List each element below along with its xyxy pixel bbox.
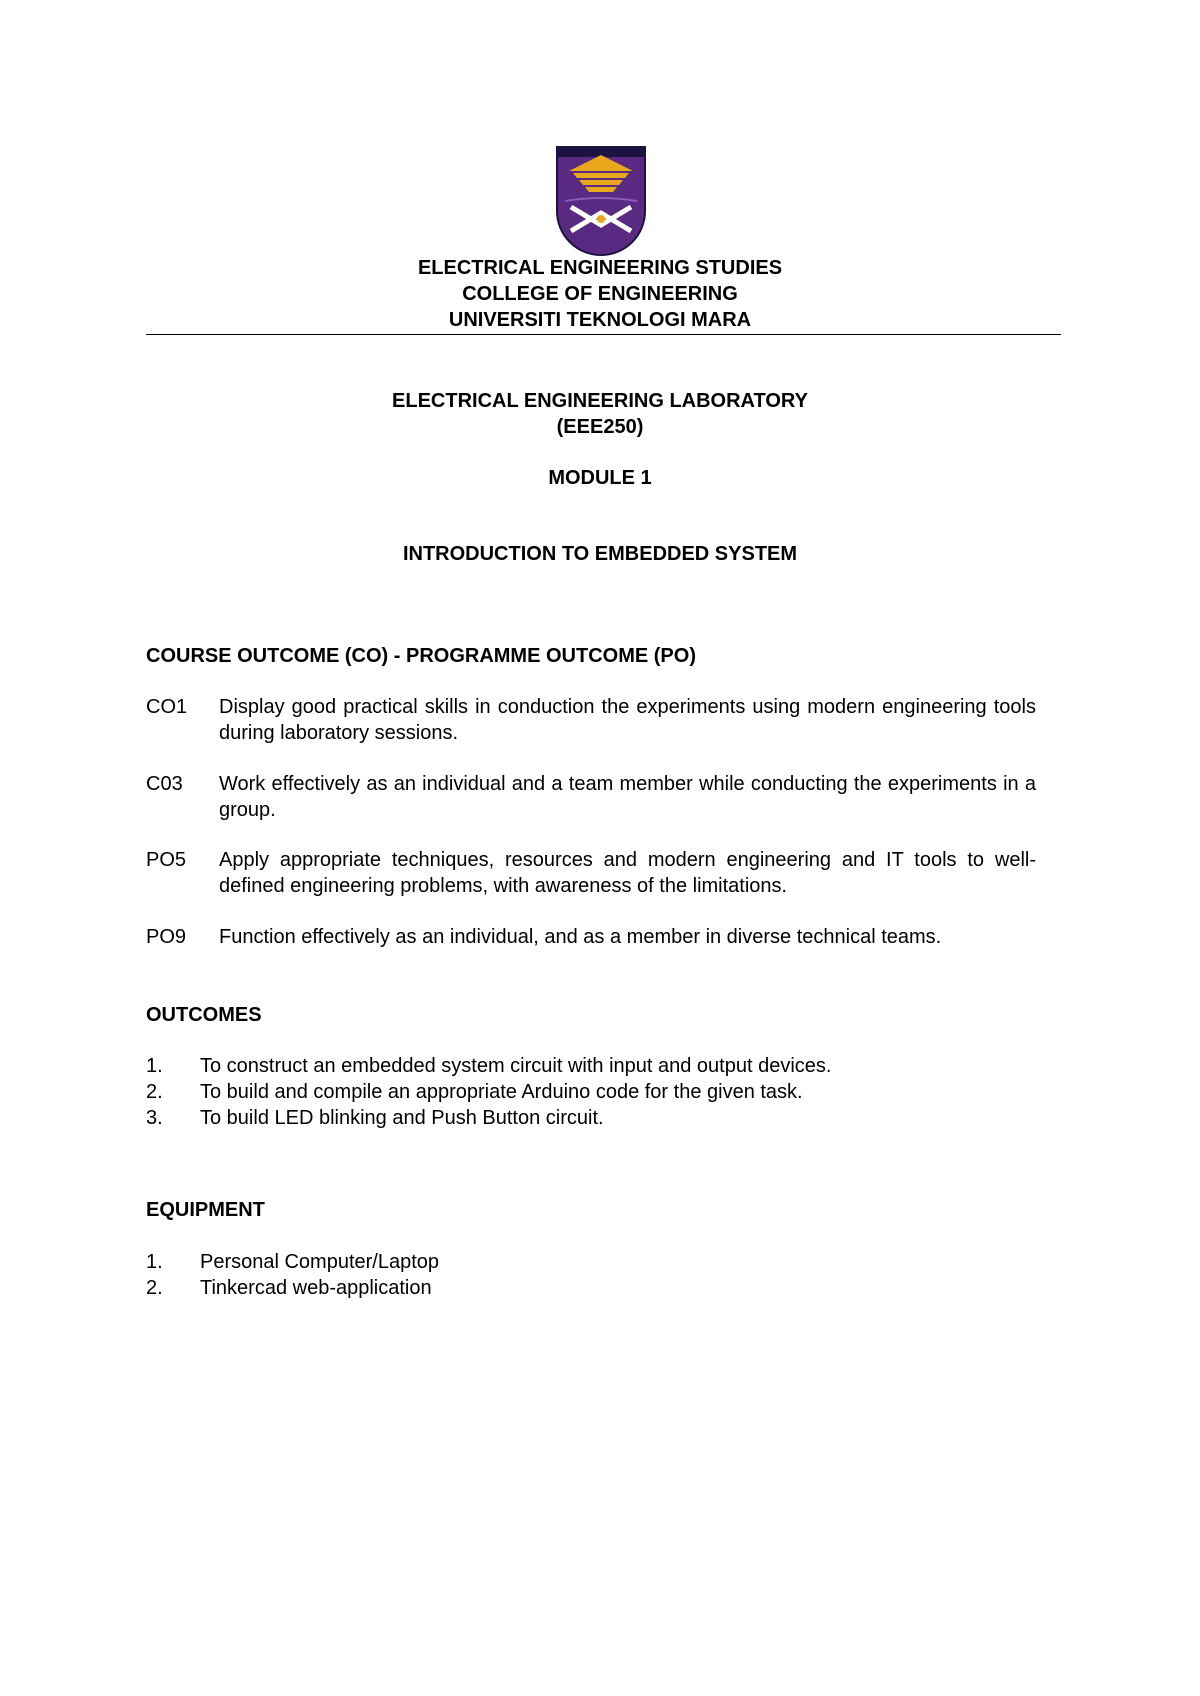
co-text: Display good practical skills in conduction the experiments using modern engineering tools during laboratory sessions. <box>219 696 1036 744</box>
course-code: (EEE250) <box>556 416 644 438</box>
list-number: 2. <box>146 1081 163 1103</box>
co-item <box>146 847 1036 899</box>
co-code: PO9 <box>146 926 187 948</box>
co-text: Apply appropriate techniques, resources and modern engineering and IT tools to well-defined engineering problems, with awareness of the limitations. <box>219 849 1036 897</box>
list-number: 3. <box>146 1107 163 1129</box>
lab-title-block <box>0 388 1200 440</box>
equipment-heading: EQUIPMENT <box>146 1199 265 1221</box>
co-item <box>146 924 1036 950</box>
list-text: Personal Computer/Laptop <box>200 1251 440 1273</box>
list-text: Tinkercad web-application <box>200 1277 432 1299</box>
co-item <box>146 771 1036 823</box>
list-text: To build LED blinking and Push Button circuit. <box>200 1107 604 1129</box>
list-number: 2. <box>146 1277 163 1299</box>
co-text: Work effectively as an individual and a team member while conducting the experiments in a group. <box>219 773 1036 821</box>
header-college: COLLEGE OF ENGINEERING <box>462 283 738 305</box>
co-item <box>146 694 1036 746</box>
header-department: ELECTRICAL ENGINEERING STUDIES <box>417 257 783 279</box>
list-item <box>146 1249 1046 1275</box>
header-divider <box>146 334 1061 335</box>
list-item <box>146 1079 1046 1105</box>
outcomes-list <box>146 1053 1046 1131</box>
list-text: To build and compile an appropriate Arduino code for the given task. <box>200 1081 803 1103</box>
co-code: CO1 <box>146 696 188 718</box>
list-number: 1. <box>146 1251 163 1273</box>
list-item <box>146 1275 1046 1301</box>
institution-header <box>0 255 1200 333</box>
co-code: PO5 <box>146 849 187 871</box>
equipment-list <box>146 1249 1046 1301</box>
outcomes-heading: OUTCOMES <box>146 1004 262 1026</box>
lab-title: ELECTRICAL ENGINEERING LABORATORY <box>392 390 808 412</box>
list-number: 1. <box>146 1055 163 1077</box>
co-code: C03 <box>146 773 183 795</box>
list-item <box>146 1105 1046 1131</box>
co-text: Function effectively as an individual, and as a member in diverse technical teams. <box>219 926 942 948</box>
module-topic: INTRODUCTION TO EMBEDDED SYSTEM <box>402 543 798 565</box>
list-text: To construct an embedded system circuit with input and output devices. <box>200 1055 832 1077</box>
header-university: UNIVERSITI TEKNOLOGI MARA <box>448 309 752 331</box>
module-number: MODULE 1 <box>548 467 652 489</box>
co-po-heading: COURSE OUTCOME (CO) - PROGRAMME OUTCOME (PO) <box>146 645 696 667</box>
list-item <box>146 1053 1046 1079</box>
uitm-crest-icon <box>555 145 647 257</box>
